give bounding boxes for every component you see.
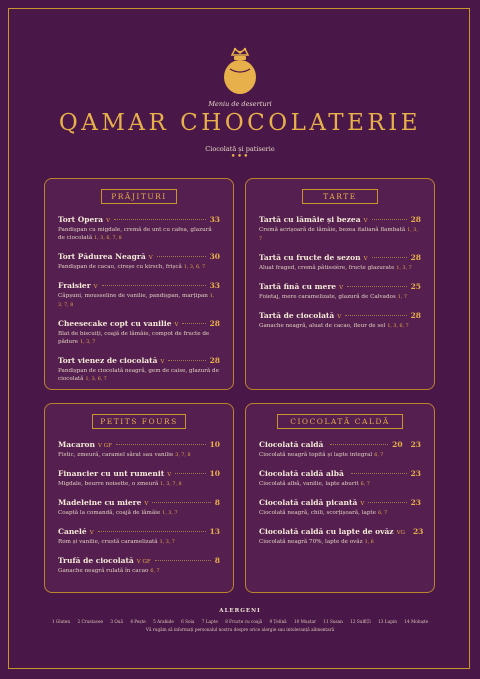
decorative-dots: ••• bbox=[230, 152, 250, 162]
section-title: TARTE bbox=[302, 189, 378, 204]
allergen-entry: 10 Muștar bbox=[293, 619, 316, 624]
item-price: 28 bbox=[410, 252, 421, 262]
item-name: Fraisier bbox=[58, 281, 91, 291]
item-allergens: 3, 7, 8 bbox=[175, 453, 191, 458]
allergen-entry: 11 Susan bbox=[323, 619, 343, 624]
item-description: Blat de biscuiți, coajă de lămâie, compot de fructe de pădure bbox=[58, 330, 210, 346]
allergen-entry: 6 Soia bbox=[181, 619, 195, 624]
menu-item bbox=[259, 526, 424, 547]
section-title: PETITS FOURS bbox=[92, 414, 186, 429]
item-price: 28 bbox=[410, 310, 421, 320]
allergens-list bbox=[0, 619, 480, 624]
allergen-entry: 13 Lupin bbox=[378, 619, 397, 624]
item-name: Ciocolată caldă bbox=[259, 440, 324, 449]
diet-tag: V bbox=[160, 358, 165, 365]
item-allergens: 1, 3, 7, 8 bbox=[160, 481, 182, 487]
item-description: Fistic, zmeură, caramel sărat sau vanilie bbox=[58, 452, 174, 458]
item-allergens: 1, 3, 6, 7 bbox=[85, 377, 107, 383]
menu-item bbox=[58, 356, 220, 384]
allergen-entry: 7 Lapte bbox=[201, 619, 218, 624]
item-allergens: 1, 3, 7 bbox=[162, 510, 178, 516]
diet-tag: V bbox=[106, 218, 111, 224]
item-allergens: 1, 3, 6, 7, 8 bbox=[94, 236, 122, 242]
diet-tag: V bbox=[339, 284, 344, 291]
item-price: 33 bbox=[209, 281, 220, 291]
item-list bbox=[259, 215, 421, 340]
item-allergens: 6, 7 bbox=[360, 481, 370, 487]
diet-tag: V bbox=[148, 255, 153, 262]
diet-tag: V bbox=[360, 500, 365, 507]
item-description: Coaptă la comandă, coajă de lămâie bbox=[58, 509, 161, 516]
item-name: Macaron bbox=[58, 440, 95, 449]
menu-item bbox=[259, 440, 421, 460]
menu-item bbox=[58, 556, 220, 576]
section-ciocolata-calda bbox=[245, 403, 435, 593]
section-prajituri bbox=[44, 178, 234, 390]
allergen-entry: 14 Moluște bbox=[404, 619, 429, 624]
item-name: Tartă de ciocolată bbox=[259, 310, 335, 320]
item-description: Aluat fraged, cremă pâtissière, fructe glazurate bbox=[259, 264, 395, 271]
item-price: 13 bbox=[209, 526, 220, 536]
diet-tag: V bbox=[89, 529, 94, 536]
allergen-entry: 2 Crustacee bbox=[77, 619, 103, 624]
menu-kicker: Meniu de deserturi bbox=[208, 100, 272, 108]
item-name: Ciocolată caldă albă bbox=[259, 468, 344, 478]
menu-item bbox=[259, 469, 421, 489]
diet-tag: VG bbox=[396, 529, 405, 536]
item-description: Pandișpan cu migdale, cremă de unt cu cafea, glazură de ciocolată bbox=[58, 227, 212, 242]
item-name: Trufă de ciocolată bbox=[58, 555, 134, 565]
section-title: CIOCOLATĂ CALDĂ bbox=[277, 414, 403, 429]
diet-tag: V bbox=[363, 255, 368, 262]
section-petits-fours bbox=[44, 403, 234, 593]
allergens-note: Vă rugăm să informați personalul nostru despre orice alergie sau intoleranță alimentară bbox=[145, 627, 335, 632]
diet-tag: V GF bbox=[98, 443, 112, 449]
menu-item bbox=[58, 319, 220, 347]
item-allergens: 1, 7 bbox=[397, 294, 407, 300]
allergen-entry: 1 Gluten bbox=[51, 619, 71, 624]
menu-item bbox=[58, 281, 220, 310]
item-name: Madeleine cu miere bbox=[58, 497, 142, 507]
item-name: Tort Opera bbox=[58, 215, 104, 224]
item-description: Foietaj, mere caramelizate, glazură de Calvados bbox=[259, 293, 396, 300]
menu-item bbox=[259, 282, 421, 302]
item-list bbox=[58, 215, 220, 393]
item-description: Rom și vanilie, crustă caramelizată bbox=[58, 538, 158, 545]
menu-item bbox=[58, 252, 220, 272]
item-price: 23 bbox=[410, 468, 421, 478]
menu-item bbox=[58, 498, 220, 518]
diet-tag: V bbox=[144, 500, 149, 507]
item-price: 28 bbox=[209, 355, 220, 365]
item-price: 28 bbox=[209, 318, 220, 328]
item-name: Ciocolată caldă cu lapte de ovăz bbox=[259, 526, 394, 536]
item-name: Tartă fină cu mere bbox=[259, 281, 337, 291]
menu-item bbox=[58, 469, 220, 489]
allergen-entry: 8 Fructe cu coajă bbox=[225, 619, 263, 624]
diet-tag: V bbox=[363, 218, 368, 224]
item-description: Ciocolată neagră 70%, lapte de ovăz bbox=[259, 538, 363, 545]
item-price: 23 bbox=[412, 526, 424, 536]
item-allergens: 6, 7 bbox=[374, 453, 384, 458]
item-allergens: 6, 7 bbox=[150, 568, 160, 574]
item-allergens: 1, 3, 7 bbox=[396, 265, 412, 271]
item-price: 23 bbox=[410, 497, 421, 507]
menu-item bbox=[58, 440, 220, 460]
item-description: Ciocolată neagră topită și lapte integral bbox=[259, 452, 373, 458]
item-description: Pandișpan de ciocolată neagră, gem de caise, glazură de ciocolată bbox=[58, 367, 219, 383]
item-price: 33 bbox=[209, 215, 220, 224]
allergen-entry: 9 Țelină bbox=[269, 619, 287, 624]
item-name: Tort Pădurea Neagră bbox=[58, 252, 146, 262]
diet-tag: V bbox=[167, 471, 172, 478]
item-allergens: 1, 3, 7 bbox=[159, 539, 175, 545]
item-price: 25 bbox=[410, 281, 421, 291]
item-price-small: 20 bbox=[392, 440, 403, 449]
diet-tag: V bbox=[174, 321, 179, 328]
item-name: Cheesecake copt cu vanilie bbox=[58, 318, 172, 328]
menu-item bbox=[259, 311, 421, 331]
item-allergens: 1, 3, 6, 7 bbox=[387, 323, 409, 329]
item-list bbox=[259, 440, 424, 556]
item-price-large: 23 bbox=[410, 440, 421, 449]
brand-tagline: Ciocolată și patiserie bbox=[205, 145, 275, 153]
item-price: 30 bbox=[209, 252, 220, 262]
diet-tag: V bbox=[93, 284, 98, 291]
menu-item bbox=[259, 498, 421, 518]
section-tarte bbox=[245, 178, 435, 390]
brand-title: QAMAR CHOCOLATERIE bbox=[58, 110, 422, 136]
item-price: 8 bbox=[214, 497, 220, 507]
item-allergens: 1, 3, 6, 7 bbox=[183, 265, 206, 271]
item-name: Ciocolată caldă picantă bbox=[259, 497, 358, 507]
item-list bbox=[58, 440, 220, 585]
item-description: Căpșuni, mousseline de vanilie, pandișpan, marțipan bbox=[58, 293, 208, 300]
item-allergens: 1, 3, 7 bbox=[80, 340, 96, 346]
diet-tag: V bbox=[337, 313, 342, 320]
item-allergens: 1, 3, 7, 8 bbox=[58, 294, 215, 308]
menu-item bbox=[259, 215, 421, 244]
menu-item bbox=[259, 253, 421, 273]
allergen-entry: 5 Arahide bbox=[153, 619, 174, 624]
item-description: Ganache neagră, aluat de cacao, fleur de sel bbox=[259, 322, 386, 329]
item-description: Ciocolată albă, vanilie, lapte aburit bbox=[259, 480, 359, 487]
item-description: Pandișpan de cacao, cireșe cu kirsch, frișcă bbox=[58, 264, 182, 271]
allergen-entry: 3 Ouă bbox=[110, 619, 123, 624]
diet-tag: V GF bbox=[136, 558, 151, 565]
item-description: Ciocolată neagră, chili, scorțișoară, lapte bbox=[259, 509, 376, 516]
item-description: Cremă acrișoară de lămâie, bezea italiană flambată bbox=[259, 227, 406, 233]
item-name: Canelé bbox=[58, 526, 87, 536]
allergens-heading: ALERGENI bbox=[219, 608, 261, 614]
item-description: Ganache neagră rulată în cacao bbox=[58, 567, 149, 574]
item-price: 28 bbox=[410, 215, 421, 224]
item-allergens: 1, 3, 7 bbox=[259, 228, 418, 242]
item-price: 10 bbox=[209, 440, 220, 449]
item-name: Financier cu unt rumenit bbox=[58, 468, 165, 478]
item-name: Tort vienez de ciocolată bbox=[58, 355, 158, 365]
allergen-entry: 4 Pește bbox=[130, 619, 146, 624]
item-name: Tartă cu fructe de sezon bbox=[259, 252, 361, 262]
section-title: PRĂJITURI bbox=[101, 189, 177, 204]
item-price: 8 bbox=[214, 555, 220, 565]
menu-item bbox=[58, 215, 220, 243]
item-allergens: 6, 7 bbox=[377, 510, 388, 516]
chocolate-pot-logo-icon bbox=[216, 45, 264, 97]
item-allergens: 1, 6 bbox=[364, 539, 374, 545]
item-name: Tartă cu lămâie și bezea bbox=[259, 215, 361, 224]
item-price: 10 bbox=[209, 468, 220, 478]
menu-item bbox=[58, 527, 220, 547]
allergen-entry: 12 SulfiȚi bbox=[350, 619, 371, 624]
item-description: Migdale, beurre noisette, o zmeură bbox=[58, 480, 159, 487]
